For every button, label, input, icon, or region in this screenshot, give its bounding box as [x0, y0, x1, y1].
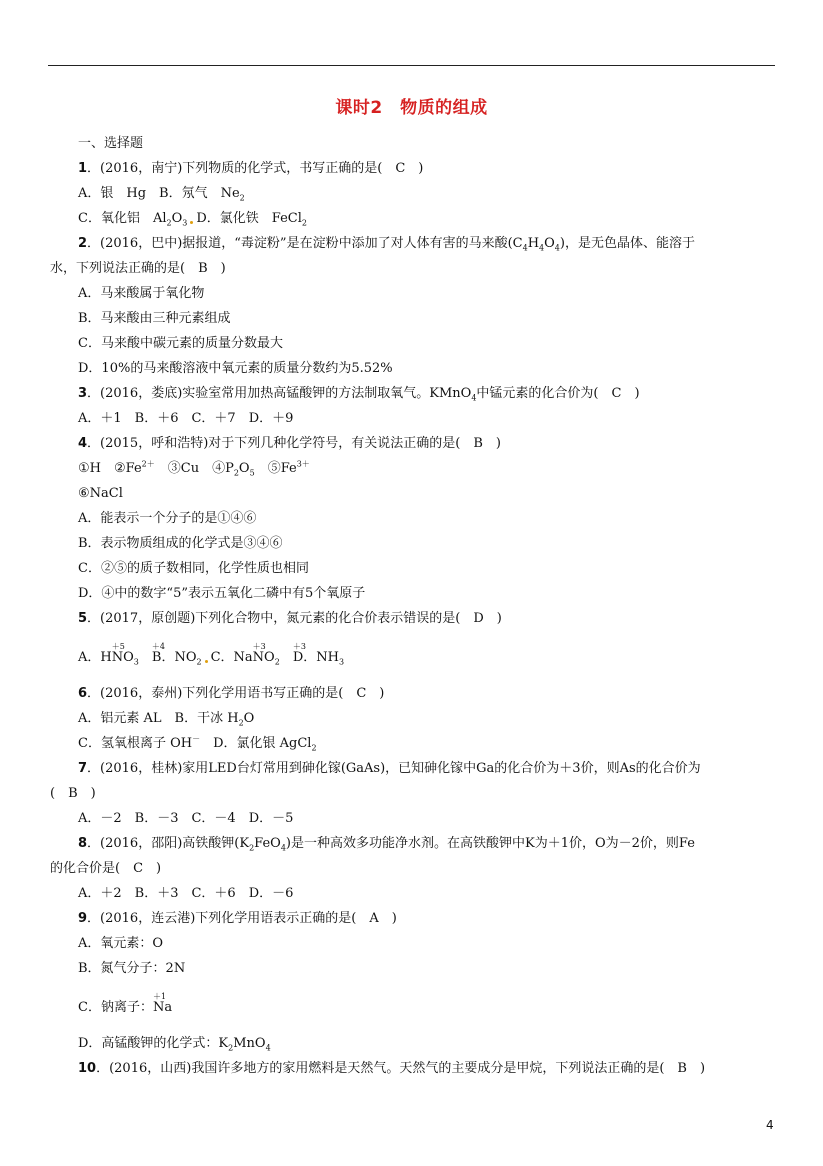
valence-label: ＋5: [111, 642, 125, 651]
q6-options-ab: [78, 711, 254, 727]
option-text: O: [264, 650, 275, 665]
question-2-cont: 水，下列说法正确的是( B ): [50, 261, 226, 276]
subscript: 4: [280, 843, 286, 853]
page-number: 4: [766, 1118, 774, 1132]
valence-symbol: [152, 992, 173, 1016]
subscript: 2: [274, 657, 280, 667]
subscript: 4: [265, 1043, 271, 1053]
superscript: －: [192, 734, 201, 744]
valence-label: ＋3: [292, 642, 306, 651]
option-text: O: [171, 211, 183, 226]
question-9: [78, 911, 397, 927]
subscript: 3: [182, 218, 188, 228]
question-number: 10: [78, 1061, 97, 1076]
subscript: 4: [522, 243, 528, 253]
question-1: [78, 161, 423, 177]
question-stem: ．(2016，南宁)下列物质的化学式，书写正确的是( C ): [87, 161, 424, 176]
page-title: 课时2 物质的组成: [335, 98, 488, 118]
subscript: 2: [249, 843, 255, 853]
q2-option-a: A．马来酸属于氧化物: [78, 286, 205, 301]
q8-options: A．＋2 B．＋3 C．＋6 D．－6: [78, 886, 294, 901]
subscript: 4: [554, 243, 560, 253]
symbol-text: ⑤Fe: [254, 461, 297, 476]
question-number: 1: [78, 161, 88, 176]
subscript: 2: [311, 743, 317, 753]
question-stem: ．(2016，山西)我国许多地方的家用燃料是天然气。天然气的主要成分是甲烷，下列说法正确的是( B ): [96, 1061, 706, 1076]
option-text: O: [123, 650, 134, 665]
question-5: [78, 611, 502, 627]
subscript: 2: [166, 218, 172, 228]
question-stem: ．(2017，原创题)下列化合物中，氮元素的化合价表示错误的是( D ): [87, 611, 502, 626]
element-symbol: N: [252, 650, 265, 665]
option-text: O: [185, 650, 197, 665]
question-stem: ．(2016，邵阳)高铁酸钾(K: [87, 836, 250, 851]
option-text: A．H: [78, 650, 112, 665]
subscript: 2: [238, 718, 244, 728]
option-text: A．银 Hg B．氖气 Ne: [78, 186, 240, 201]
option-text: O: [243, 711, 255, 726]
question-7: [78, 761, 701, 777]
subscript: 2: [239, 193, 245, 203]
question-6: [78, 686, 384, 702]
question-number: 2: [78, 236, 88, 251]
option-text: D．氯化银 AgCl: [200, 736, 312, 751]
option-text: D．N: [292, 650, 328, 665]
formula-part: FeO: [254, 836, 281, 851]
question-8: [78, 836, 695, 852]
subscript: 5: [249, 468, 255, 478]
question-number: 5: [78, 611, 88, 626]
option-text: D．氯化铁 FeCl: [196, 211, 302, 226]
valence-label: ＋3: [252, 642, 266, 651]
q4-option-b: B．表示物质组成的化学式是③④⑥: [78, 536, 283, 551]
q4-option-a: A．能表示一个分子的是①④⑥: [78, 511, 257, 526]
option-text: D．高锰酸钾的化学式：K: [78, 1036, 229, 1051]
question-7-cont: ( B ): [50, 786, 96, 801]
question-number: 9: [78, 911, 88, 926]
subscript: 2: [196, 657, 202, 667]
question-number: 8: [78, 836, 88, 851]
valence-label: ＋1: [152, 992, 167, 1001]
element-symbol: Na: [152, 1000, 173, 1015]
dot-mark: [190, 221, 193, 224]
question-stem: ．(2016，娄底)实验室常用加热高锰酸钾的方法制取氧气。KMnO: [87, 386, 472, 401]
subscript: 2: [301, 218, 307, 228]
valence-symbol: [252, 642, 266, 666]
question-stem: )，是无色晶体、能溶于: [559, 236, 695, 251]
element-symbol: N: [111, 650, 124, 665]
section-heading: 一、选择题: [78, 136, 144, 151]
formula-part: H: [527, 236, 540, 251]
formula-part: MnO: [233, 1036, 266, 1051]
question-2: [78, 236, 695, 252]
q9-option-c: [78, 992, 173, 1016]
valence-label: ＋4: [151, 642, 165, 651]
subscript: 4: [471, 393, 477, 403]
question-stem: ．(2016，泰州)下列化学用语书写正确的是( C ): [87, 686, 385, 701]
q2-option-d: D．10%的马来酸溶液中氧元素的质量分数约为5.52%: [78, 361, 393, 376]
subscript: 3: [133, 657, 139, 667]
q4-symbol-6: ⑥NaCl: [78, 486, 123, 501]
q4-option-c: C．②⑤的质子数相同，化学性质也相同: [78, 561, 309, 576]
q9-option-b: B．氮气分子：2N: [78, 961, 186, 976]
subscript: 2: [228, 1043, 234, 1053]
q6-options-cd: [78, 736, 317, 752]
subscript: 3: [338, 657, 345, 667]
option-text: B．N: [151, 650, 186, 665]
question-number: 3: [78, 386, 88, 401]
dot-mark: [205, 660, 208, 663]
option-text: C．氧化铝 Al: [78, 211, 167, 226]
symbol-text: ①H ②Fe: [78, 461, 142, 476]
valence-symbol: [111, 642, 125, 666]
question-stem: )是一种高效多功能净水剂。在高铁酸钾中K为＋1价，O为－2价，则Fe: [285, 836, 695, 851]
q2-option-c: C．马来酸中碳元素的质量分数最大: [78, 336, 283, 351]
option-text: H: [327, 650, 339, 665]
question-number: 7: [78, 761, 88, 776]
option-text: C．Na: [210, 650, 253, 665]
question-stem: ．(2015，呼和浩特)对于下列几种化学符号，有关说法正确的是( B ): [87, 436, 501, 451]
q2-option-b: B．马来酸由三种元素组成: [78, 311, 231, 326]
superscript: 3＋: [296, 459, 310, 469]
symbol-text: ③Cu ④P: [154, 461, 234, 476]
question-stem: ．(2016，连云港)下列化学用语表示正确的是( A ): [87, 911, 397, 926]
valence-symbol: [292, 642, 328, 666]
formula-part: O: [544, 236, 555, 251]
question-10: [78, 1061, 705, 1077]
question-number: 6: [78, 686, 88, 701]
q7-options: A．－2 B．－3 C．－4 D．－5: [78, 811, 294, 826]
symbol-text: O: [238, 461, 250, 476]
question-4: [78, 436, 501, 452]
question-stem: 中锰元素的化合价为( C ): [476, 386, 640, 401]
q9-option-a: A．氧元素：O: [78, 936, 164, 951]
valence-symbol: [151, 642, 186, 666]
q5-options: [78, 642, 345, 667]
question-stem: ．(2016，巴中)据报道，“毒淀粉”是在淀粉中添加了对人体有害的马来酸(C: [87, 236, 523, 251]
option-text: A．铝元素 AL B．干冰 H: [78, 711, 239, 726]
header-rule: [48, 65, 775, 66]
subscript: 4: [539, 243, 545, 253]
question-stem: ．(2016，桂林)家用LED台灯常用到砷化镓(GaAs)，已知砷化镓中Ga的化合价为＋3价，则As的化合价为: [87, 761, 701, 776]
q1-options-cd: [78, 211, 307, 227]
q1-options-ab: [78, 186, 245, 202]
subscript: 2: [233, 468, 239, 478]
question-3: [78, 386, 640, 402]
superscript: 2＋: [141, 459, 155, 469]
q9-option-d: [78, 1036, 271, 1052]
question-8-cont: 的化合价是( C ): [50, 861, 162, 876]
q4-option-d: D．④中的数字“5”表示五氧化二磷中有5个氧原子: [78, 586, 366, 601]
q4-symbols: [78, 461, 310, 477]
option-text: C．氢氧根离子 OH: [78, 736, 193, 751]
q3-options: A．＋1 B．＋6 C．＋7 D．＋9: [78, 411, 294, 426]
option-text: C．钠离子：: [78, 1000, 153, 1015]
question-number: 4: [78, 436, 88, 451]
